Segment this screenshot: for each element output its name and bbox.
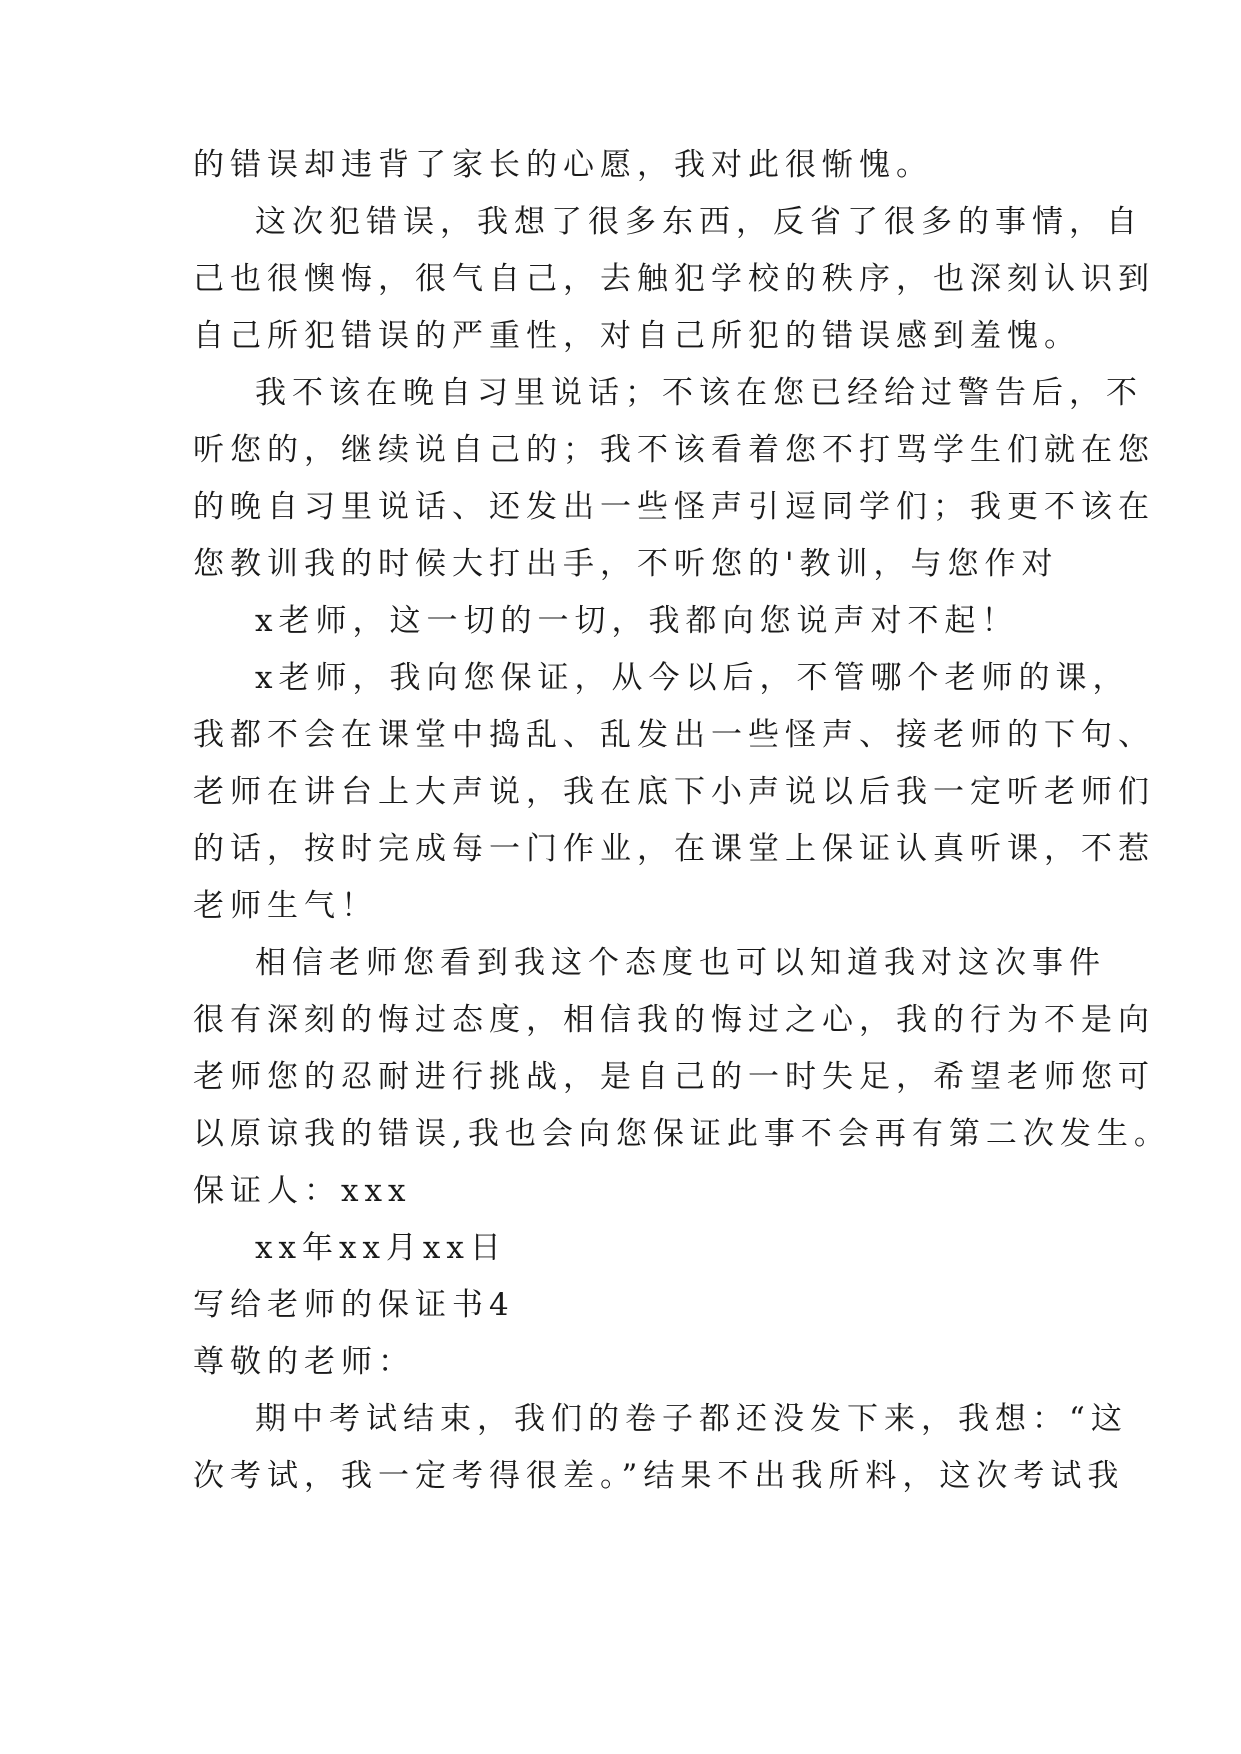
text-line: 老师在讲台上大声说，我在底下小声说以后我一定听老师们 [193,774,1155,810]
text-line: 我不该在晚自习里说话；不该在您已经给过警告后，不 [255,375,1143,411]
section-title: 写给老师的保证书4 [193,1287,515,1323]
text-line: 老师您的忍耐进行挑战，是自己的一时失足，希望老师您可 [193,1059,1155,1095]
text-line: x老师，我向您保证，从今以后，不管哪个老师的课， [255,660,1130,696]
text-line: 以原谅我的错误,我也会向您保证此事不会再有第二次发生。 [193,1116,1171,1152]
text-line: 很有深刻的悔过态度，相信我的悔过之心，我的行为不是向 [193,1002,1155,1038]
text-line: 自己所犯错误的严重性，对自己所犯的错误感到羞愧。 [193,318,1081,354]
text-line: x老师，这一切的一切，我都向您说声对不起！ [255,603,1019,639]
text-line: 您教训我的时候大打出手，不听您的'教训，与您作对 [193,546,1059,582]
text-line: 我都不会在课堂中捣乱、乱发出一些怪声、接老师的下句、 [193,717,1155,753]
signature-line: 保证人：xxx [193,1173,412,1209]
text-line: 期中考试结束，我们的卷子都还没发下来，我想：“这 [255,1401,1128,1437]
text-line: 的错误却违背了家长的心愿，我对此很惭愧。 [193,147,933,183]
text-line: 次考试，我一定考得很差。”结果不出我所料，这次考试我 [193,1458,1125,1494]
text-line: 老师生气！ [193,888,378,924]
salutation: 尊敬的老师： [193,1344,415,1380]
text-line: 这次犯错误，我想了很多东西，反省了很多的事情，自 [255,204,1143,240]
text-line: 的晚自习里说话、还发出一些怪声引逗同学们；我更不该在 [193,489,1155,525]
text-line: 的话，按时完成每一门作业，在课堂上保证认真听课，不惹 [193,831,1155,867]
text-line: 己也很懊悔，很气自己，去触犯学校的秩序，也深刻认识到 [193,261,1155,297]
date-line: xx年xx月xx日 [255,1230,507,1266]
text-line: 相信老师您看到我这个态度也可以知道我对这次事件 [255,945,1106,981]
text-line: 听您的，继续说自己的；我不该看着您不打骂学生们就在您 [193,432,1155,468]
